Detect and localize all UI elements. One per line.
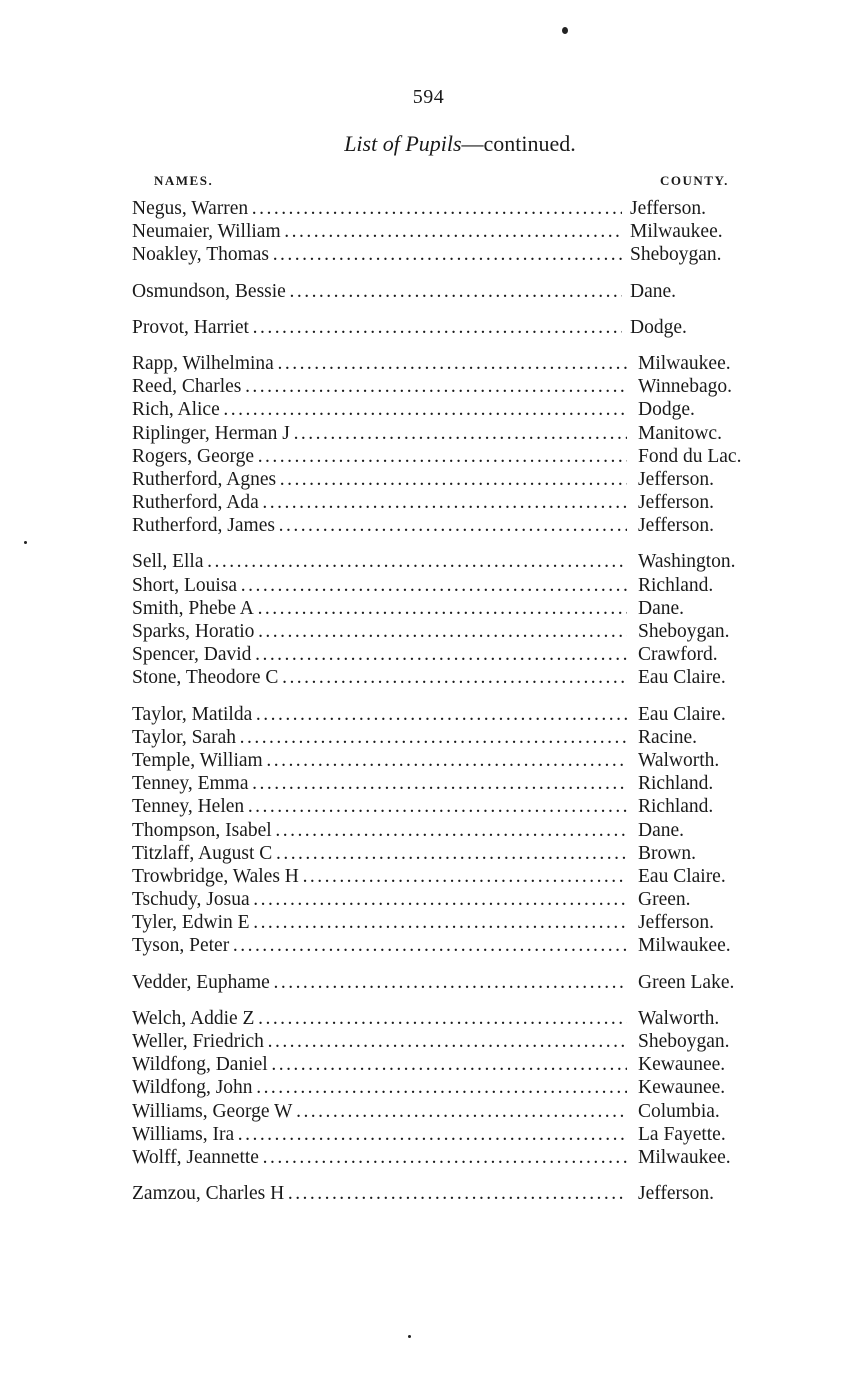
pupil-county: Walworth. xyxy=(638,1007,720,1029)
pupil-county: Green. xyxy=(638,889,691,911)
pupil-county: Dodge. xyxy=(630,316,687,338)
pupil-county: Eau Claire. xyxy=(638,667,726,689)
list-item xyxy=(0,911,857,934)
pupil-name: Taylor, Sarah . . . xyxy=(132,726,627,749)
title-rest: —continued. xyxy=(461,131,576,156)
pupil-name: Wolff, Jeannette . . . xyxy=(132,1146,627,1169)
list-item xyxy=(0,316,857,339)
pupil-name: Tyler, Edwin E . . . xyxy=(132,911,627,934)
list-item xyxy=(0,865,857,888)
pupil-name: Sell, Ella . . . xyxy=(132,550,627,573)
pupil-name: Zamzou, Charles H . . . xyxy=(132,1182,627,1205)
pupil-name: Neumaier, William . . . xyxy=(132,220,622,243)
pupil-county: Milwaukee. xyxy=(630,221,723,243)
pupil-county: Kewaunee. xyxy=(638,1054,726,1076)
pupil-name: Tenney, Helen . . . xyxy=(132,795,627,818)
list-item xyxy=(0,971,857,994)
pupil-county: Manitowc. xyxy=(638,422,722,444)
list-item xyxy=(0,772,857,795)
pupil-county: Sheboygan. xyxy=(638,621,730,642)
list-group xyxy=(0,280,857,303)
pupil-county: Sheboygan. xyxy=(630,244,722,266)
pupil-name: Tyson, Peter . . . xyxy=(132,934,627,957)
list-group xyxy=(0,1182,857,1205)
list-group xyxy=(0,197,857,267)
pupil-county: Kewaunee. xyxy=(638,1077,726,1099)
list-item xyxy=(0,666,857,689)
title-italic: List of Pupils xyxy=(344,131,462,156)
list-item xyxy=(0,445,857,468)
list-item xyxy=(0,1182,857,1205)
list-item xyxy=(0,620,857,643)
pupil-name: Williams, Ira . . . xyxy=(132,1123,627,1146)
pupil-name: Trowbridge, Wales H . . . xyxy=(132,865,627,888)
ink-speck xyxy=(408,1335,411,1338)
list-item xyxy=(0,422,857,445)
list-item xyxy=(0,1007,857,1030)
names-column-header: NAMES. xyxy=(154,173,214,188)
list-item xyxy=(0,243,857,266)
pupil-name: Noakley, Thomas . . . xyxy=(132,243,622,266)
pupil-name: Rich, Alice . . . xyxy=(132,398,627,421)
pupil-name: Smith, Phebe A . . . xyxy=(132,597,627,620)
pupil-name: Negus, Warren . . . xyxy=(132,197,622,220)
pupil-name: Rutherford, Agnes . . . xyxy=(132,468,627,491)
page-title xyxy=(0,131,857,157)
list-item xyxy=(0,375,857,398)
pupil-county: Eau Claire. xyxy=(638,703,726,725)
list-item xyxy=(0,1030,857,1053)
list-item xyxy=(0,1100,857,1123)
pupil-county: Brown. xyxy=(638,842,696,864)
list-item xyxy=(0,550,857,573)
ink-speck xyxy=(562,27,568,34)
list-item xyxy=(0,398,857,421)
list-item xyxy=(0,514,857,537)
pupil-name: Temple, William . . . xyxy=(132,749,627,772)
pupil-county: Walworth. xyxy=(638,749,720,771)
list-group xyxy=(0,1007,857,1169)
pupil-county: Richland. xyxy=(638,574,714,596)
pupil-name: Spencer, David . . . xyxy=(132,643,627,666)
list-item xyxy=(0,842,857,865)
pupil-name: Titzlaff, August C . . . xyxy=(132,842,627,865)
pupil-county: Eau Claire. xyxy=(638,865,726,887)
pupil-county: Richland. xyxy=(638,773,714,795)
pupil-county: Jefferson. xyxy=(638,468,714,490)
pupil-county: La Fayette. xyxy=(638,1123,726,1145)
pupil-name: Osmundson, Bessie . . . xyxy=(132,280,622,303)
list-item xyxy=(0,280,857,303)
pupil-name: Tenney, Emma . . . xyxy=(132,772,627,795)
pupil-name: Riplinger, Herman J . . . xyxy=(132,422,627,445)
county-column-header: COUNTY. xyxy=(660,173,729,188)
list-item xyxy=(0,749,857,772)
list-item xyxy=(0,597,857,620)
list-group xyxy=(0,971,857,994)
pupil-county: Jefferson. xyxy=(638,515,714,537)
list-item xyxy=(0,574,857,597)
list-item xyxy=(0,352,857,375)
pupil-name: Welch, Addie Z . . . xyxy=(132,1007,627,1030)
pupil-name: Weller, Friedrich . . . xyxy=(132,1030,627,1053)
pupil-name: Thompson, Isabel . . . xyxy=(132,819,627,842)
pupil-county: Green Lake. xyxy=(638,971,735,993)
pupil-county: Racine. xyxy=(638,726,698,748)
pupil-county: Milwaukee. xyxy=(638,352,731,374)
list-item xyxy=(0,934,857,957)
pupil-county: Winnebago. xyxy=(638,376,732,398)
pupil-name: Stone, Theodore C . . . xyxy=(132,666,627,689)
pupil-county: Fond du Lac. xyxy=(638,445,742,467)
list-item xyxy=(0,1053,857,1076)
pupil-name: Rutherford, Ada . . . xyxy=(132,491,627,514)
list-item xyxy=(0,888,857,911)
pupil-name: Taylor, Matilda . . . xyxy=(132,703,627,726)
pupil-county: Crawford. xyxy=(638,644,718,666)
pupil-county: Jefferson. xyxy=(638,912,714,934)
list-item xyxy=(0,491,857,514)
list-item xyxy=(0,1076,857,1099)
page-number: 594 xyxy=(412,86,445,108)
pupil-name: Rutherford, James . . . xyxy=(132,514,627,537)
pupil-name: Short, Louisa . . . xyxy=(132,574,627,597)
pupil-name: Williams, George W . . . xyxy=(132,1100,627,1123)
pupil-name: Reed, Charles . . . xyxy=(132,375,627,398)
pupil-county: Dane. xyxy=(638,819,685,841)
list-item xyxy=(0,468,857,491)
pupil-name: Wildfong, Daniel . . . xyxy=(132,1053,627,1076)
pupil-county: Washington. xyxy=(638,551,736,573)
pupil-name: Sparks, Horatio . . . xyxy=(132,620,627,643)
pupil-county: Jefferson. xyxy=(638,1183,714,1205)
list-item xyxy=(0,726,857,749)
pupil-name: Rogers, George . . . xyxy=(132,445,627,468)
pupil-county: Dane. xyxy=(630,280,677,302)
list-group xyxy=(0,352,857,538)
list-item xyxy=(0,819,857,842)
pupil-name: Tschudy, Josua . . . xyxy=(132,888,627,911)
pupil-name: Wildfong, John . . . xyxy=(132,1076,627,1099)
pupil-county: Sheboygan. xyxy=(638,1031,730,1052)
pupil-name: Rapp, Wilhelmina . . . xyxy=(132,352,627,375)
list-item xyxy=(0,1123,857,1146)
list-item xyxy=(0,795,857,818)
pupil-county: Jefferson. xyxy=(638,492,714,514)
list-item xyxy=(0,1146,857,1169)
pupil-name: Vedder, Euphame . . . xyxy=(132,971,627,994)
list-item xyxy=(0,197,857,220)
pupil-county: Jefferson. xyxy=(630,198,706,219)
list-item xyxy=(0,643,857,666)
list-group xyxy=(0,316,857,339)
pupil-county: Milwaukee. xyxy=(638,1146,731,1168)
pupil-county: Dodge. xyxy=(638,399,695,421)
list-group xyxy=(0,550,857,689)
pupil-county: Milwaukee. xyxy=(638,935,731,957)
list-item xyxy=(0,220,857,243)
list-item xyxy=(0,703,857,726)
pupil-county: Dane. xyxy=(638,597,685,619)
pupil-county: Columbia. xyxy=(638,1100,720,1122)
list-group xyxy=(0,703,857,958)
pupil-county: Richland. xyxy=(638,796,714,818)
pupil-name: Provot, Harriet . . . xyxy=(132,316,622,339)
pupil-list xyxy=(0,197,857,1218)
